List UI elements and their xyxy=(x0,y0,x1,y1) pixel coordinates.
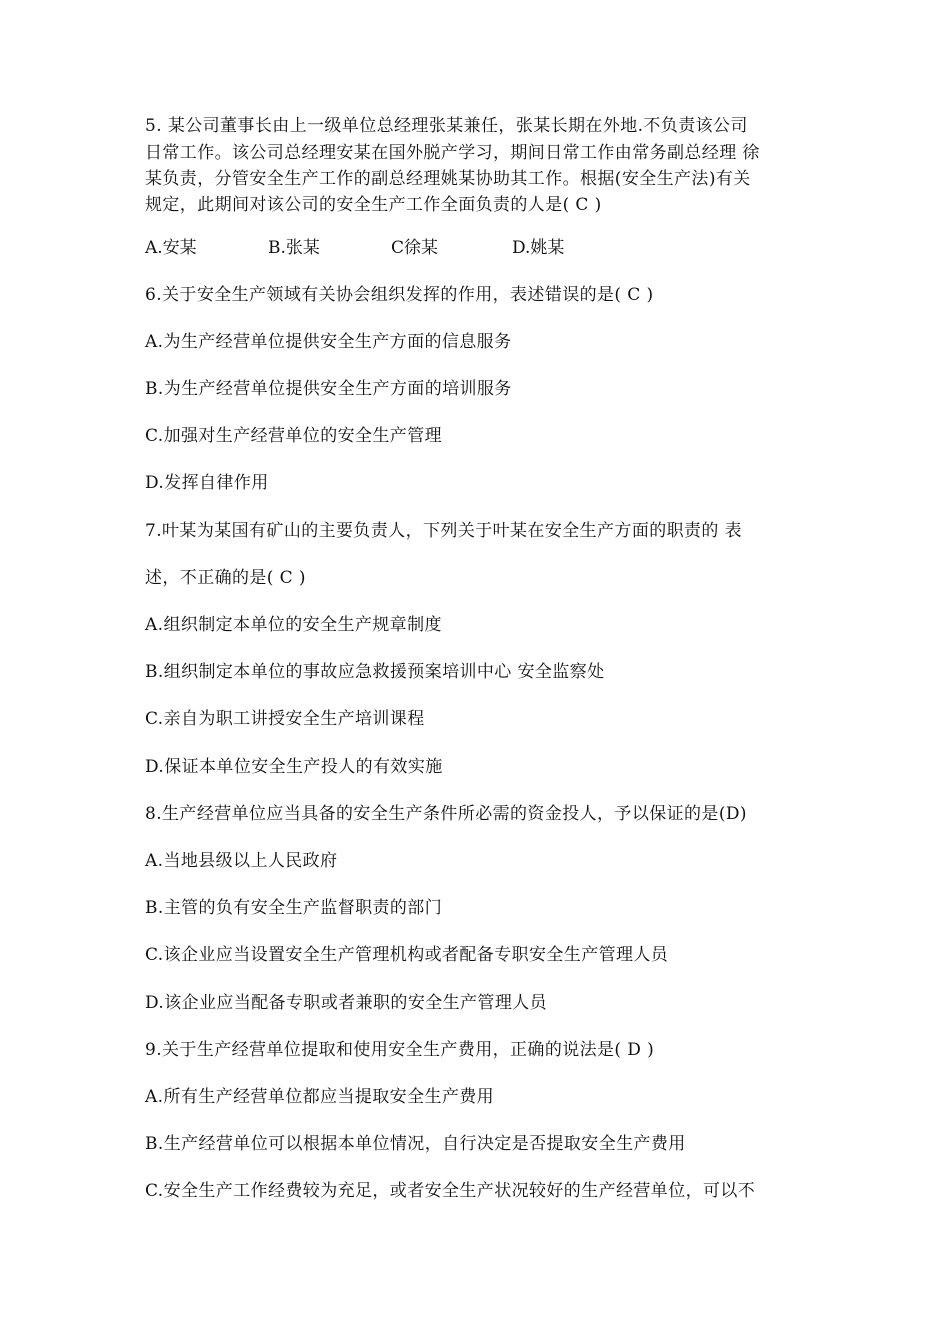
q6-stem: 6.关于安全生产领域有关协会组织发挥的作用，表述错误的是( C ) xyxy=(145,285,654,305)
q9-option-a: A.所有生产经营单位都应当提取安全生产费用 xyxy=(145,1087,495,1107)
q7-option-a: A.组织制定本单位的安全生产规章制度 xyxy=(145,615,442,635)
q9-option-b: B.生产经营单位可以根据本单位情况，自行决定是否提取安全生产费用 xyxy=(145,1134,686,1154)
q5-option-c: C徐某 xyxy=(391,238,439,258)
q8-option-c: C.该企业应当设置安全生产管理机构或者配备专职安全生产管理人员 xyxy=(145,945,669,965)
q6-option-b: B.为生产经营单位提供安全生产方面的培训服务 xyxy=(145,379,512,399)
q7-option-c: C.亲自为职工讲授安全生产培训课程 xyxy=(145,709,425,729)
q5-option-a: A.安某 xyxy=(145,238,197,258)
q7-stem-line-1: 7.叶某为某国有矿山的主要负责人，下列关于叶某在安全生产方面的职责的 表 xyxy=(145,521,743,541)
q5-stem-line-1: 5. 某公司董事长由上一级单位总经理张某兼任，张某长期在外地.不负责该公司 xyxy=(145,116,748,136)
q6-option-d: D.发挥自律作用 xyxy=(145,473,269,493)
q8-option-a: A.当地县级以上人民政府 xyxy=(145,851,338,871)
q9-option-c: C.安全生产工作经费较为充足，或者安全生产状况较好的生产经营单位，可以不 xyxy=(145,1181,756,1201)
q5-option-d: D.姚某 xyxy=(512,238,565,258)
q6-option-a: A.为生产经营单位提供安全生产方面的信息服务 xyxy=(145,332,512,352)
q8-option-b: B.主管的负有安全生产监督职责的部门 xyxy=(145,898,443,918)
q5-stem-line-4: 规定，此期间对该公司的安全生产工作全面负责的人是( C ) xyxy=(145,195,602,215)
q6-option-c: C.加强对生产经营单位的安全生产管理 xyxy=(145,426,443,446)
q7-option-d: D.保证本单位安全生产投人的有效实施 xyxy=(145,757,443,777)
q5-stem-line-2: 日常工作。该公司总经理安某在国外脱产学习，期间日常工作由常务副总经理 徐 xyxy=(145,143,760,163)
q9-stem: 9.关于生产经营单位提取和使用安全生产费用，正确的说法是( D ) xyxy=(145,1040,655,1060)
q7-stem-line-2: 述，不正确的是( C ) xyxy=(145,568,306,588)
q8-stem: 8.生产经营单位应当具备的安全生产条件所必需的资金投人，予以保证的是(D) xyxy=(145,804,747,824)
q5-stem-line-3: 某负责，分管安全生产工作的副总经理姚某协助其工作。根据(安全生产法)有关 xyxy=(145,169,751,189)
q5-option-b: B.张某 xyxy=(268,238,320,258)
q7-option-b: B.组织制定本单位的事故应急救援预案培训中心 安全监察处 xyxy=(145,662,605,682)
q8-option-d: D.该企业应当配备专职或者兼职的安全生产管理人员 xyxy=(145,993,548,1013)
